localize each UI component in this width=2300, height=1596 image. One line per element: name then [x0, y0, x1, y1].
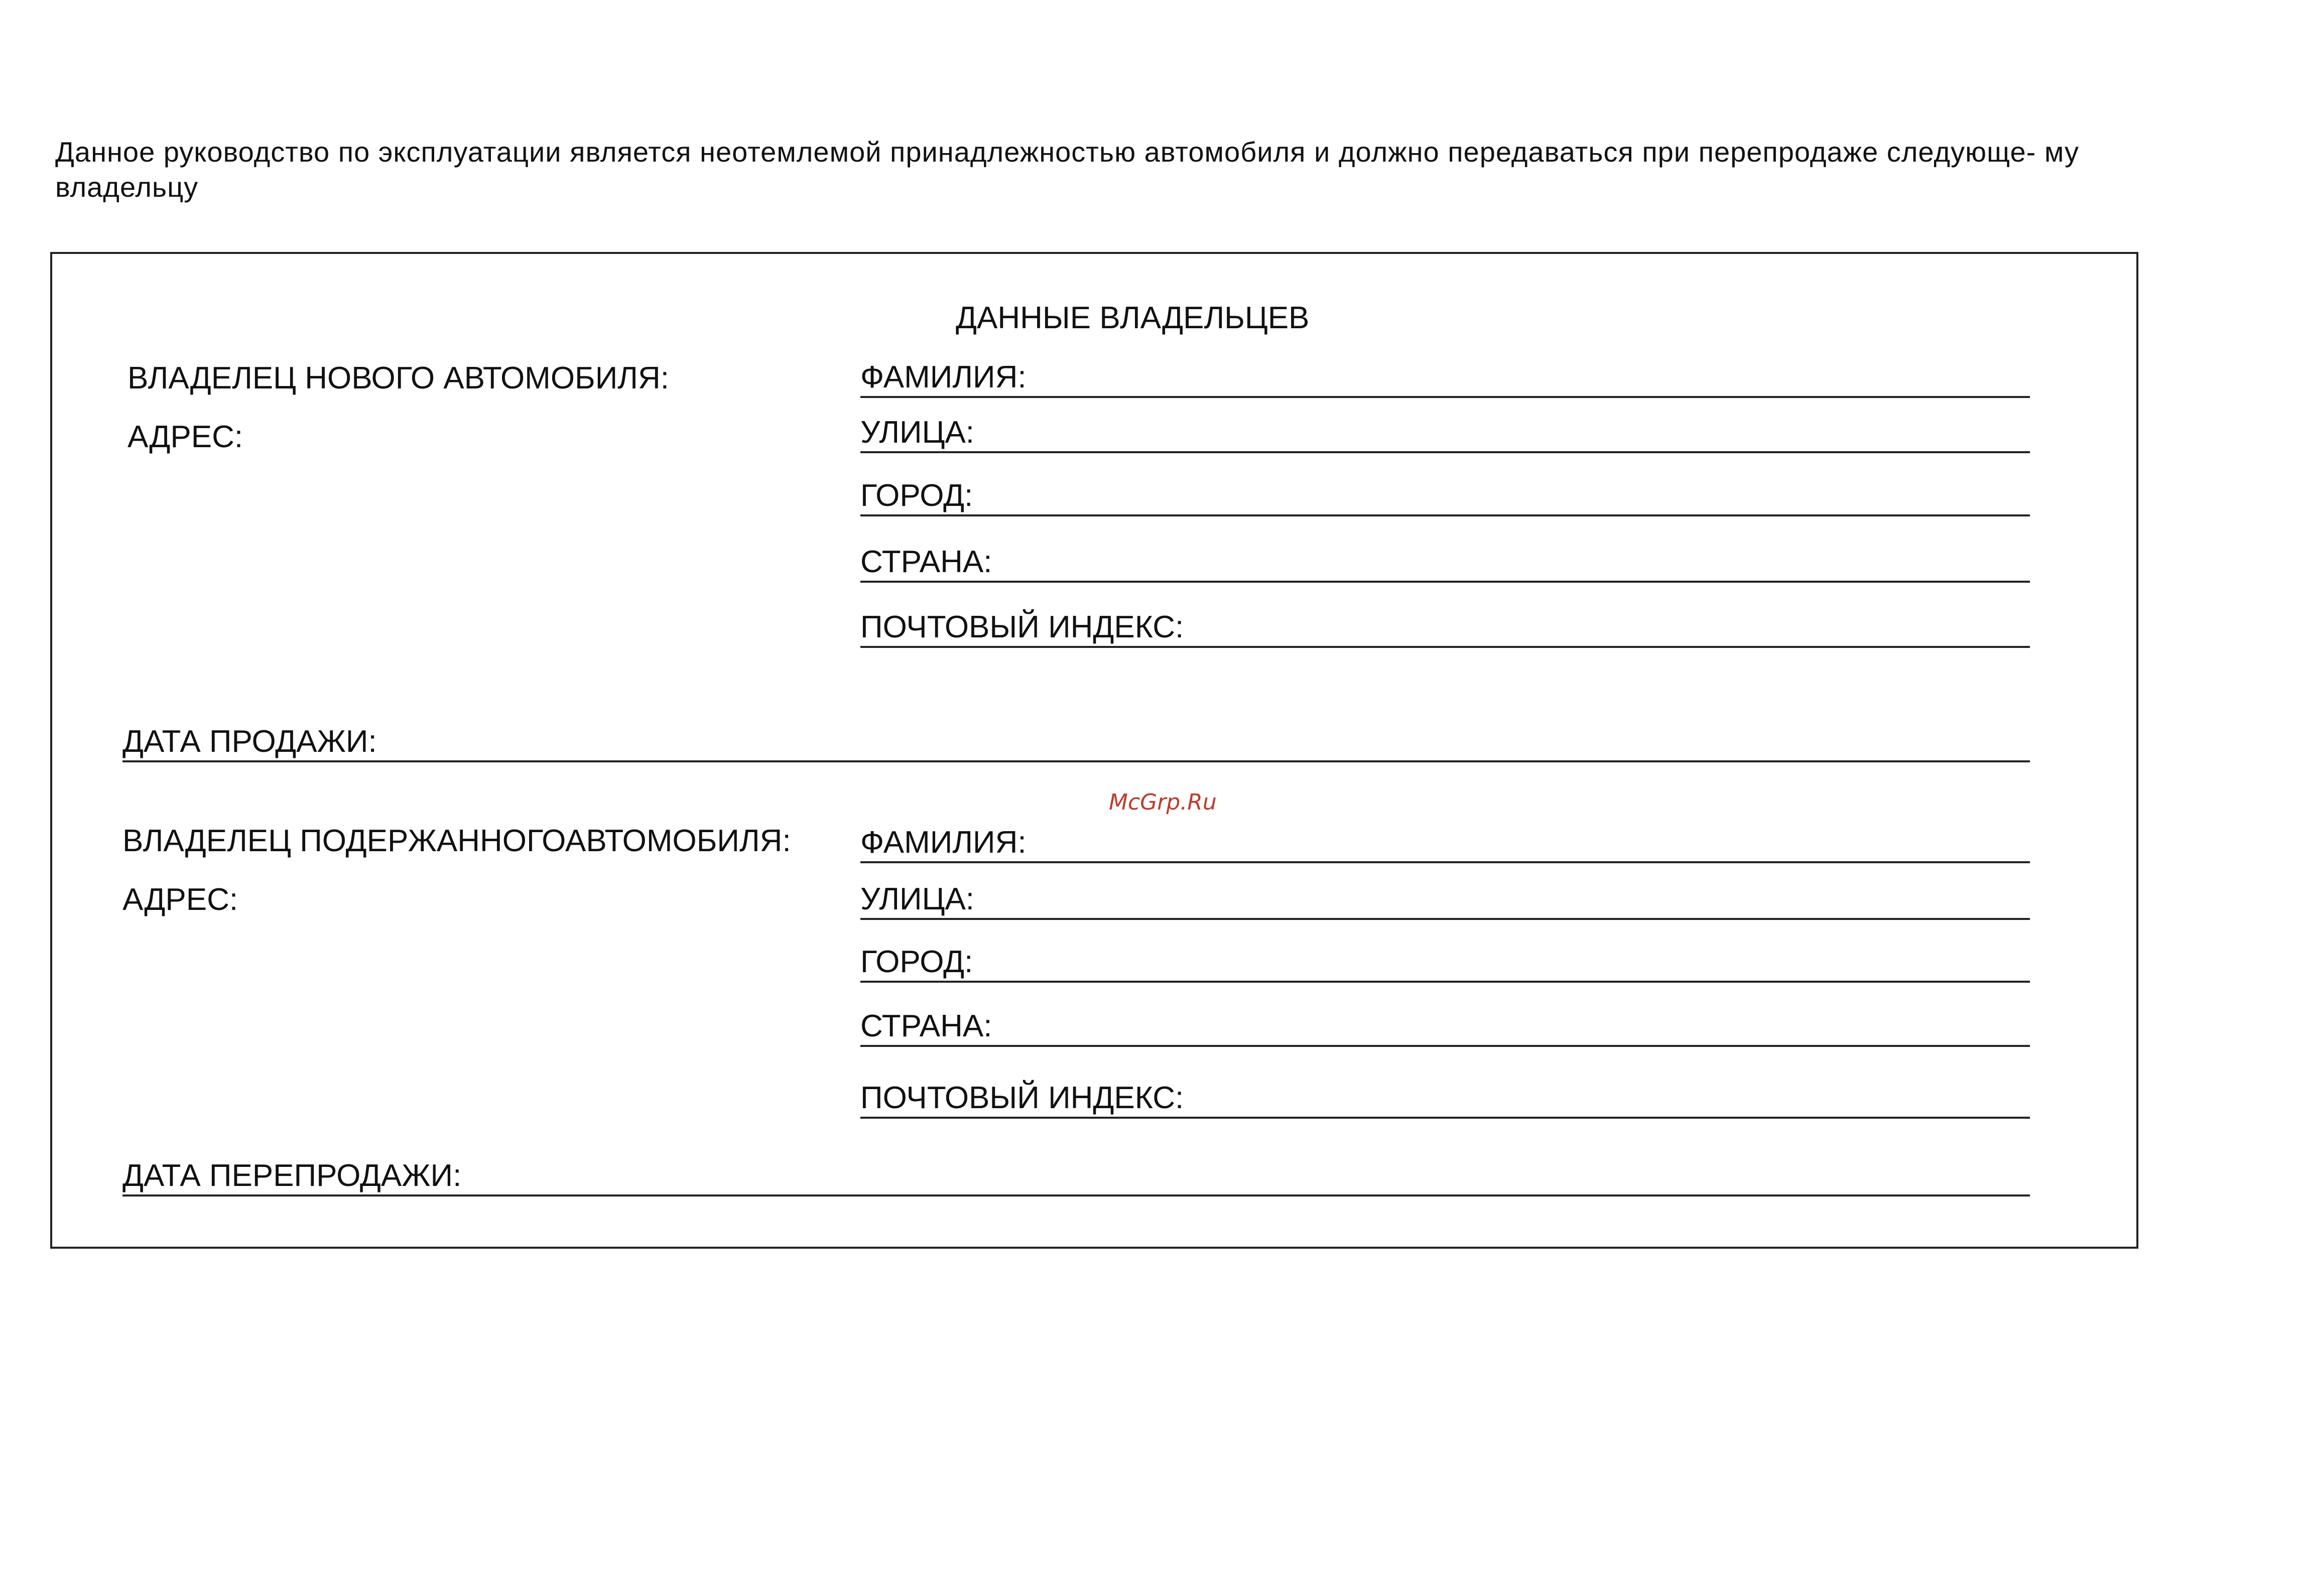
- used-owner-address-label: АДРЕС:: [122, 882, 238, 917]
- sale-date-label: ДАТА ПРОДАЖИ:: [122, 724, 377, 759]
- used-owner-street-label: УЛИЦА:: [860, 882, 975, 916]
- watermark: McGrp.Ru: [1109, 789, 1217, 815]
- new-owner-address-label: АДРЕС:: [127, 420, 243, 454]
- resale-date-field[interactable]: [122, 1151, 2030, 1196]
- new-owner-city-field[interactable]: [860, 471, 2030, 516]
- new-owner-postcode-field[interactable]: [860, 603, 2030, 648]
- used-owner-postcode-field[interactable]: [860, 1074, 2030, 1119]
- new-owner-street-label: УЛИЦА:: [860, 415, 975, 450]
- resale-date-label: ДАТА ПЕРЕПРОДАЖИ:: [122, 1158, 462, 1193]
- new-owner-street-field[interactable]: [860, 408, 2030, 453]
- used-owner-city-field[interactable]: [860, 938, 2030, 983]
- new-owner-country-label: СТРАНА:: [860, 545, 992, 579]
- used-owner-surname-field[interactable]: [860, 818, 2030, 863]
- used-owner-street-field[interactable]: [860, 875, 2030, 920]
- sale-date-field[interactable]: [122, 717, 2030, 762]
- new-owner-label: ВЛАДЕЛЕЦ НОВОГО АВТОМОБИЛЯ:: [127, 361, 669, 395]
- new-owner-postcode-label: ПОЧТОВЫЙ ИНДЕКС:: [860, 610, 1184, 644]
- intro-text: Данное руководство по эксплуатации является неотемлемой принадлежностью автомобиля и должно передаваться при перепродаже следующе- му владельцу: [55, 136, 2079, 203]
- form-title: ДАННЫЕ ВЛАДЕЛЬЦЕВ: [956, 301, 1310, 335]
- new-owner-city-label: ГОРОД:: [860, 478, 973, 513]
- owners-data-form: [50, 252, 2138, 1249]
- new-owner-country-field[interactable]: [860, 538, 2030, 583]
- new-owner-surname-label: ФАМИЛИЯ:: [860, 360, 1027, 394]
- used-owner-country-field[interactable]: [860, 1002, 2030, 1047]
- new-owner-surname-field[interactable]: [860, 353, 2030, 398]
- used-owner-label: ВЛАДЕЛЕЦ ПОДЕРЖАННОГОАВТОМОБИЛЯ:: [122, 824, 791, 858]
- used-owner-postcode-label: ПОЧТОВЫЙ ИНДЕКС:: [860, 1081, 1184, 1115]
- used-owner-country-label: СТРАНА:: [860, 1009, 992, 1043]
- used-owner-surname-label: ФАМИЛИЯ:: [860, 825, 1027, 860]
- used-owner-city-label: ГОРОД:: [860, 945, 973, 979]
